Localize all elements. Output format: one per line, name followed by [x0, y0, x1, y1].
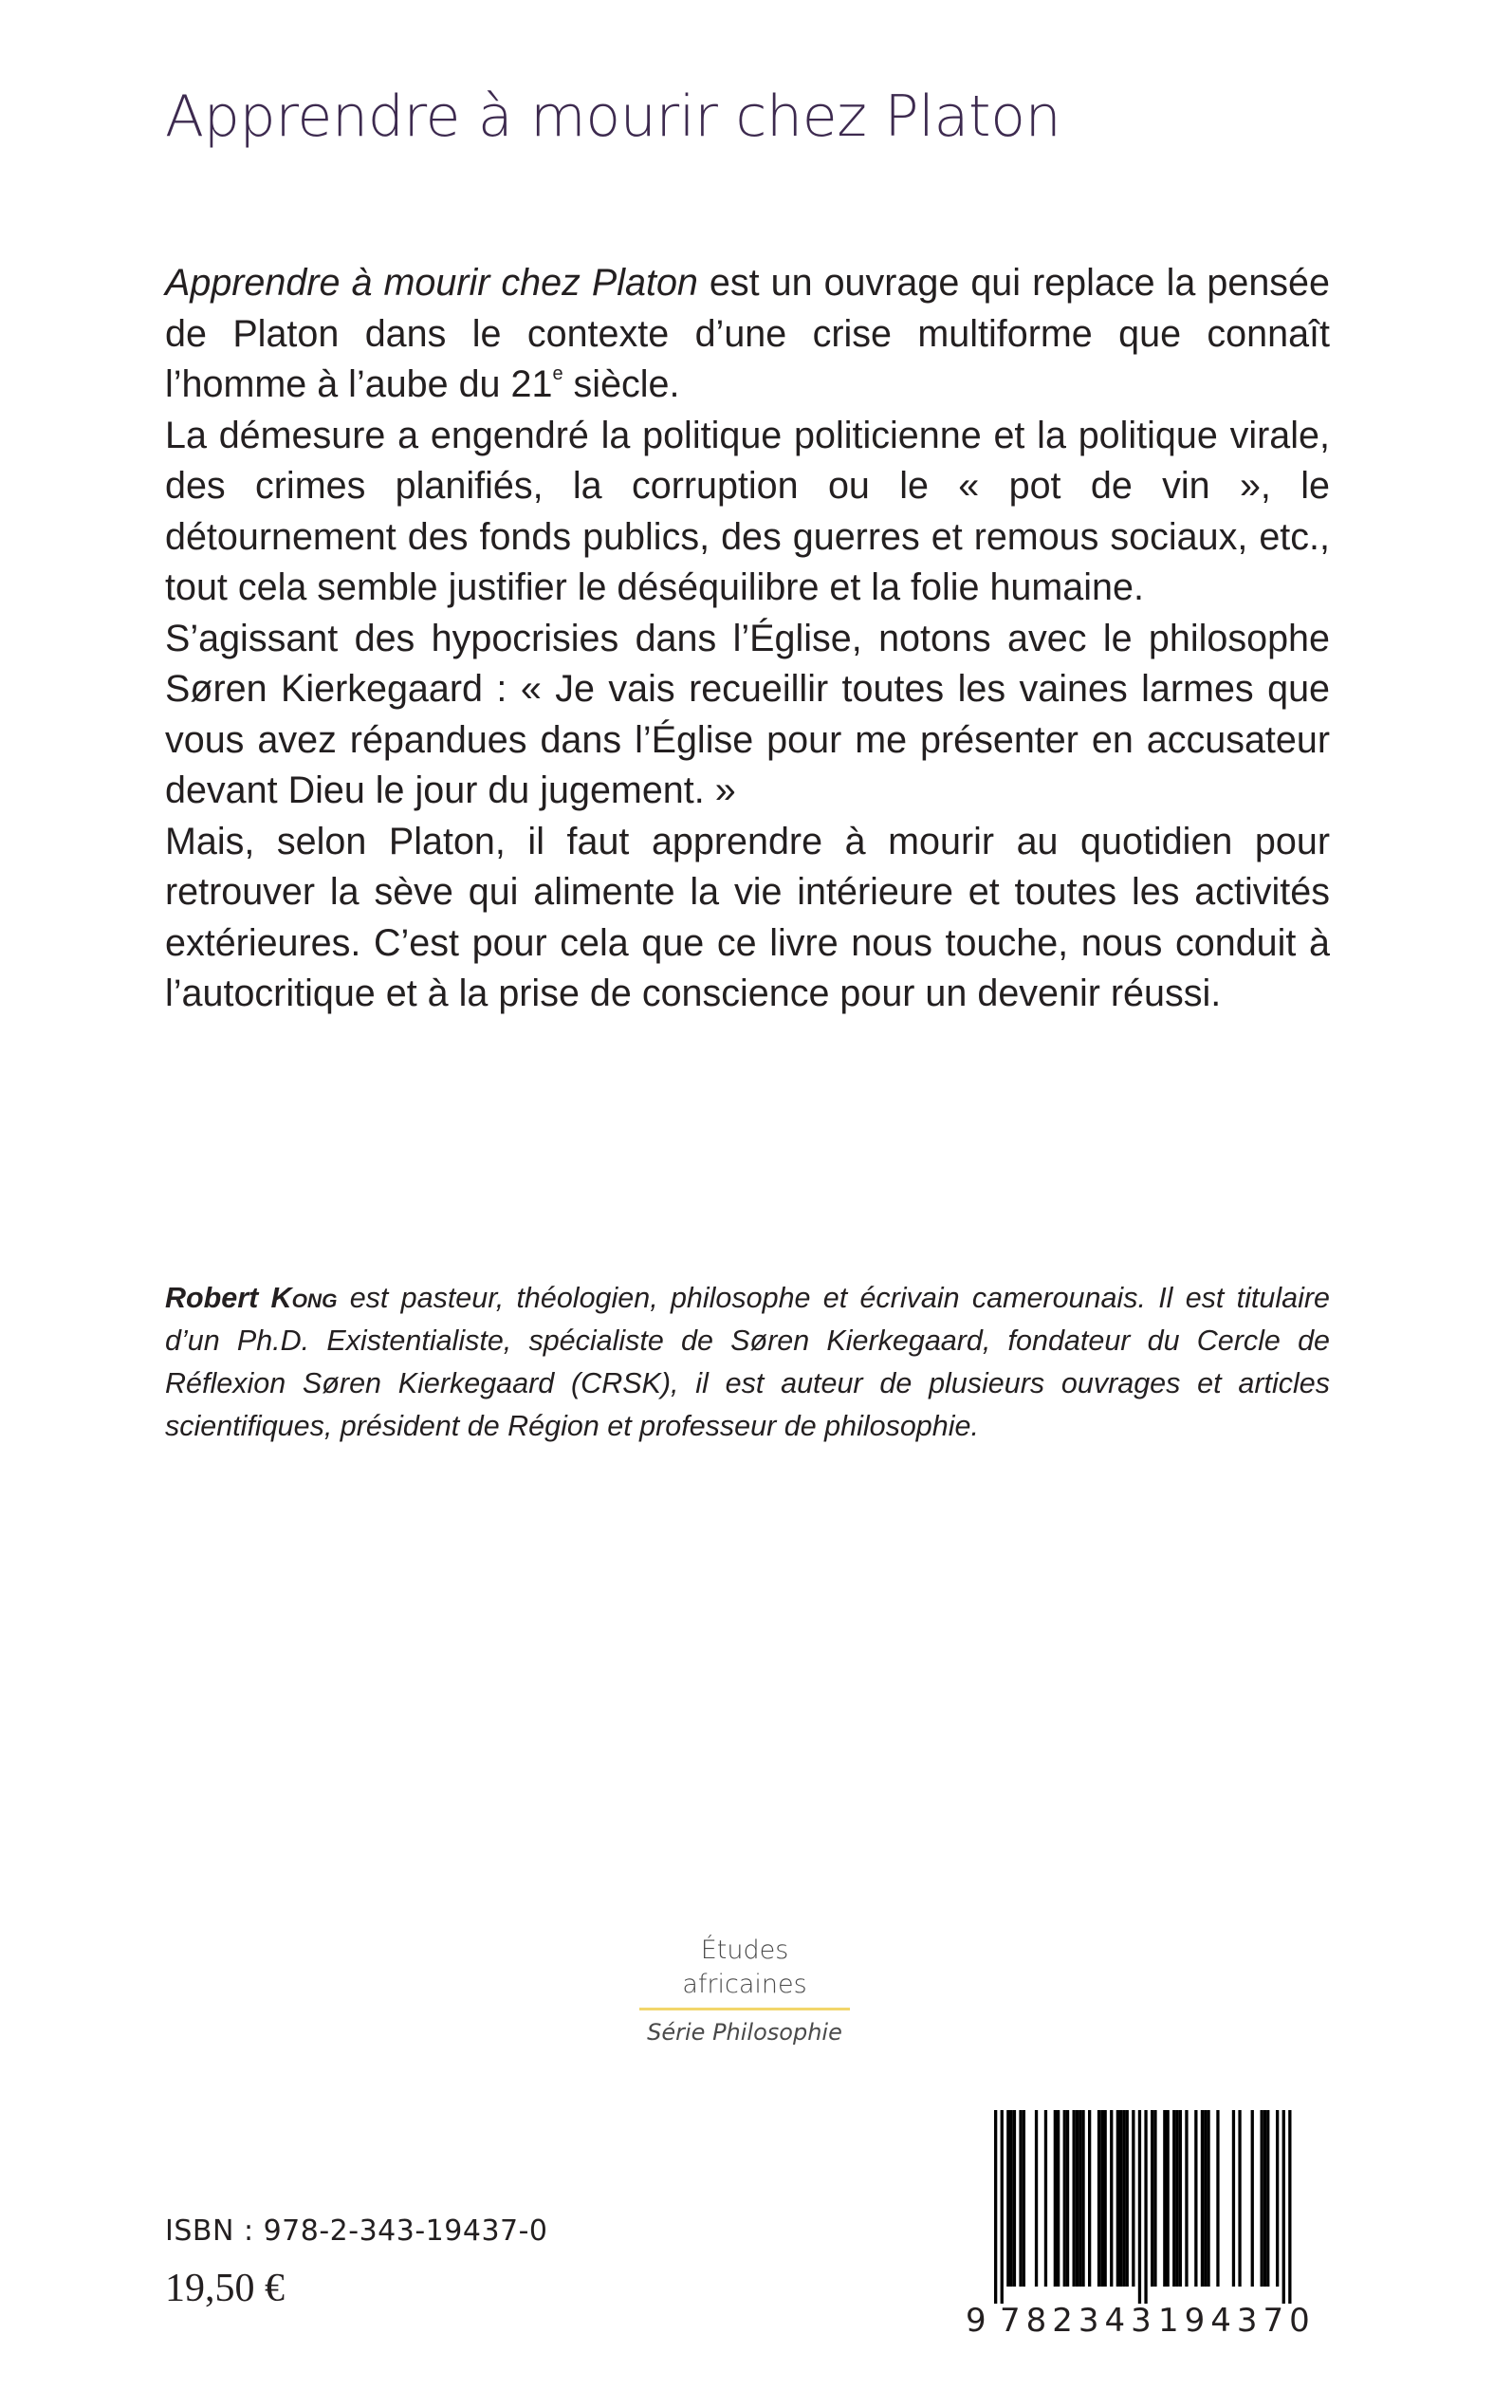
- barcode-bar: [1207, 2110, 1209, 2287]
- author-last-name: Kong: [270, 1282, 338, 1314]
- author-first-name: Robert: [165, 1282, 271, 1314]
- barcode-bar: [1044, 2110, 1047, 2287]
- barcode-bar: [1238, 2110, 1241, 2287]
- barcode-bar: [1023, 2110, 1025, 2287]
- barcode-bar: [1288, 2110, 1291, 2304]
- barcode-bar: [1276, 2110, 1279, 2287]
- barcode-bar: [1204, 2110, 1207, 2287]
- barcode-bar: [1079, 2110, 1081, 2287]
- summary-p1-end: siècle.: [562, 363, 680, 405]
- barcode-first-digit: 9: [966, 2302, 986, 2340]
- barcode-bar: [1063, 2110, 1066, 2287]
- barcode-bar: [1035, 2110, 1038, 2287]
- barcode-bar: [1076, 2110, 1079, 2287]
- barcode-bar: [1116, 2110, 1119, 2287]
- barcode-bar: [1132, 2110, 1134, 2287]
- barcode-bar: [1088, 2110, 1091, 2287]
- barcode-bar: [1013, 2110, 1016, 2287]
- barcode-bar: [1172, 2110, 1175, 2287]
- barcode-bar: [1073, 2110, 1076, 2287]
- barcode-bar: [1081, 2110, 1084, 2287]
- barcode-bar: [1201, 2110, 1204, 2287]
- collection-divider: [639, 2008, 850, 2010]
- barcode-bar: [1104, 2110, 1107, 2287]
- barcode-bar: [994, 2110, 997, 2304]
- barcode-bar: [1006, 2110, 1009, 2287]
- barcode: [966, 2110, 1322, 2338]
- summary-paragraph-2: La démesure a engendré la politique politicienne et la politique virale, des crimes planifiés, la corruption ou le « pot de vin », le détournement des fonds publics, des guerres et remous sociaux, etc., tout cela semble justifier le déséquilibre et la folie humaine.: [165, 414, 1330, 608]
- author-bio-text: est pasteur, théologien, philosophe et écrivain camerounais. Il est titulaire d’un Ph.D. Existentialiste, spécialiste de Søren Kierkegaard, fondateur du Cercle de Réflexion Søren Kierkegaard (CRSK), il est auteur de plusieurs ouvrages et articles scientifiques, président de Région et professeur de philosophie.: [165, 1282, 1330, 1442]
- barcode-bar: [1126, 2110, 1129, 2287]
- summary-p1-text: est un ouvrage qui replace la pensée de Platon dans le contexte d’une crise multiforme que connaît l’homme à l’aube du 21: [165, 262, 1330, 405]
- summary-paragraph-4: Mais, selon Platon, il faut apprendre à mourir au quotidien pour retrouver la sève qui alimente la vie intérieure et toutes les activités extérieures. C’est pour cela que ce livre nous touche, nous conduit à l’autocritique et à la prise de conscience pour un devenir réussi.: [165, 820, 1330, 1014]
- barcode-bar: [1261, 2110, 1263, 2287]
- collection-series: Série Philosophie: [647, 2019, 842, 2046]
- book-title: Apprendre à mourir chez Platon: [165, 83, 1061, 150]
- barcode-bar: [1138, 2110, 1141, 2304]
- barcode-bar: [1232, 2110, 1235, 2287]
- barcode-bar: [1119, 2110, 1122, 2287]
- barcode-bar: [1153, 2110, 1156, 2287]
- barcode-bar: [1066, 2110, 1069, 2287]
- barcode-bar: [1194, 2110, 1197, 2287]
- barcode-bar: [1019, 2110, 1022, 2287]
- barcode-bar: [1266, 2110, 1269, 2287]
- summary-paragraph-1: [165, 258, 1330, 411]
- isbn: ISBN : 978-2-343-19437-0: [165, 2214, 548, 2248]
- barcode-bar: [1054, 2110, 1057, 2287]
- barcode-bar: [1282, 2110, 1285, 2304]
- summary-title-italic: Apprendre à mourir chez Platon: [165, 262, 698, 304]
- barcode-bar: [1163, 2110, 1166, 2287]
- barcode-right-digits: 194370: [1158, 2302, 1316, 2340]
- barcode-bar: [1179, 2110, 1182, 2287]
- summary-paragraph-3: S’agissant des hypocrisies dans l’Église, notons avec le philosophe Søren Kierkegaard : « Je vais recueillir toutes les vaines larmes que vous avez répandues dans l’Église pour me présenter en accusateur devant Dieu le jour du jugement. »: [165, 617, 1330, 811]
- collection-name: Études africaines: [682, 1936, 807, 1999]
- author-bio: [165, 1277, 1330, 1448]
- barcode-bar: [1263, 2110, 1266, 2287]
- barcode-bar: [1151, 2110, 1153, 2287]
- century-superscript: e: [552, 363, 563, 384]
- barcode-bar: [1010, 2110, 1013, 2287]
- barcode-bar: [1175, 2110, 1178, 2287]
- barcode-bar: [1110, 2110, 1113, 2287]
- barcode-bar: [1167, 2110, 1170, 2287]
- barcode-bar: [1251, 2110, 1254, 2287]
- barcode-bar: [1097, 2110, 1100, 2287]
- barcode-bar: [1144, 2110, 1147, 2304]
- barcode-bar: [1001, 2110, 1004, 2304]
- barcode-bars: [966, 2110, 1322, 2304]
- collection-logo: [636, 1934, 854, 2047]
- barcode-bar: [1057, 2110, 1060, 2287]
- barcode-digits: [966, 2302, 1322, 2340]
- price: 19,50 €: [165, 2267, 285, 2310]
- barcode-bar: [1122, 2110, 1125, 2287]
- barcode-bar: [1100, 2110, 1103, 2287]
- book-summary: [165, 258, 1330, 1020]
- barcode-bar: [1185, 2110, 1188, 2287]
- barcode-bar: [1216, 2110, 1219, 2287]
- barcode-left-digits: 782343: [1000, 2302, 1157, 2340]
